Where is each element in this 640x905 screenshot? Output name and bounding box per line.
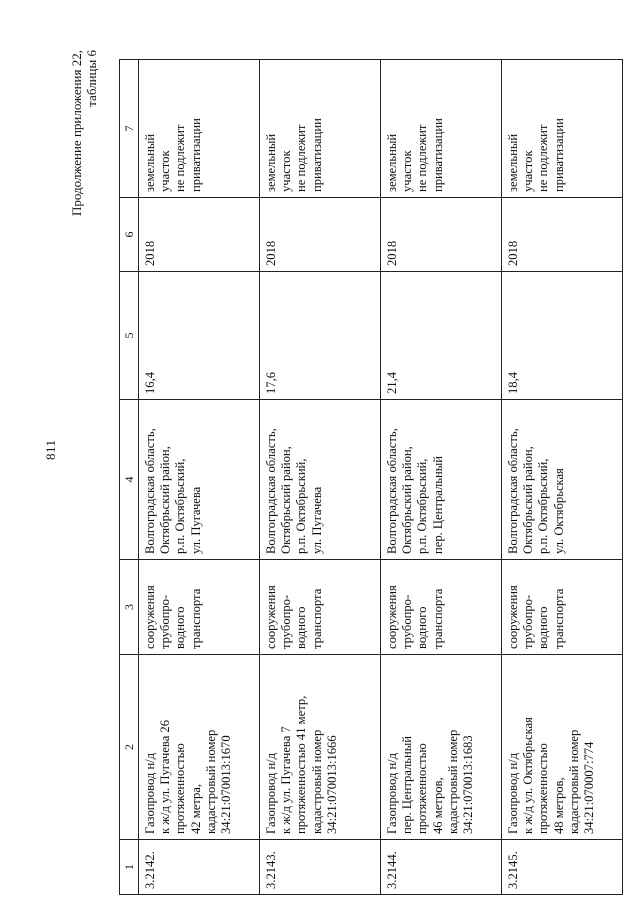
column-header: 6 bbox=[120, 198, 139, 272]
object-value: 16,4 bbox=[139, 272, 260, 400]
object-type: сооружения трубопро- водного транспорта bbox=[260, 560, 381, 655]
object-address: Волгоградская область, Октябрьский район, р.п. Октябрьский, ул. Октябрьская bbox=[502, 400, 623, 560]
column-header: 3 bbox=[120, 560, 139, 655]
object-note: земельный участок не подлежит приватизации bbox=[502, 60, 623, 198]
property-table bbox=[119, 59, 623, 895]
object-name: Газопровод н/д к ж/д ул. Пугачева 7 протяженностью 41 метр, кадастровый номер 34:21:070013:1666 bbox=[260, 655, 381, 840]
row-number: 3.2142. bbox=[139, 840, 260, 895]
column-header: 2 bbox=[120, 655, 139, 840]
table-row bbox=[139, 60, 260, 895]
object-name: Газопровод н/д к ж/д ул. Октябрьская протяженностью 48 метров, кадастровый номер 34:21:070007:774 bbox=[502, 655, 623, 840]
object-name: Газопровод н/д пер. Центральный протяженностью 46 метров, кадастровый номер 34:21:070013:1683 bbox=[381, 655, 502, 840]
object-address: Волгоградская область, Октябрьский район, р.п. Октябрьский, пер. Центральный bbox=[381, 400, 502, 560]
object-year: 2018 bbox=[139, 198, 260, 272]
row-number: 3.2144. bbox=[381, 840, 502, 895]
column-header: 4 bbox=[120, 400, 139, 560]
object-note: земельный участок не подлежит приватизации bbox=[381, 60, 502, 198]
continuation-note: Продолжение приложения 22, таблицы 6 bbox=[69, 50, 99, 217]
object-type: сооружения трубопро- водного транспорта bbox=[139, 560, 260, 655]
object-year: 2018 bbox=[381, 198, 502, 272]
column-header: 7 bbox=[120, 60, 139, 198]
row-number: 3.2145. bbox=[502, 840, 623, 895]
table-row bbox=[502, 60, 623, 895]
column-header: 5 bbox=[120, 272, 139, 400]
table-header bbox=[120, 60, 139, 895]
table-row bbox=[381, 60, 502, 895]
object-type: сооружения трубопро- водного транспорта bbox=[381, 560, 502, 655]
page-number: 811 bbox=[43, 439, 58, 460]
row-number: 3.2143. bbox=[260, 840, 381, 895]
object-value: 17,6 bbox=[260, 272, 381, 400]
object-address: Волгоградская область, Октябрьский район, р.п. Октябрьский, ул. Пугачева bbox=[260, 400, 381, 560]
object-type: сооружения трубопро- водного транспорта bbox=[502, 560, 623, 655]
object-note: земельный участок не подлежит приватизации bbox=[260, 60, 381, 198]
object-address: Волгоградская область, Октябрьский район, р.п. Октябрьский, ул. Пугачева bbox=[139, 400, 260, 560]
object-year: 2018 bbox=[260, 198, 381, 272]
object-year: 2018 bbox=[502, 198, 623, 272]
column-header: 1 bbox=[120, 840, 139, 895]
object-value: 18,4 bbox=[502, 272, 623, 400]
object-note: земельный участок не подлежит приватизации bbox=[139, 60, 260, 198]
table-row bbox=[260, 60, 381, 895]
object-value: 21,4 bbox=[381, 272, 502, 400]
object-name: Газопровод н/д к ж/д ул. Пугачева 26 протяженностью 42 метра, кадастровый номер 34:21:070013:1670 bbox=[139, 655, 260, 840]
